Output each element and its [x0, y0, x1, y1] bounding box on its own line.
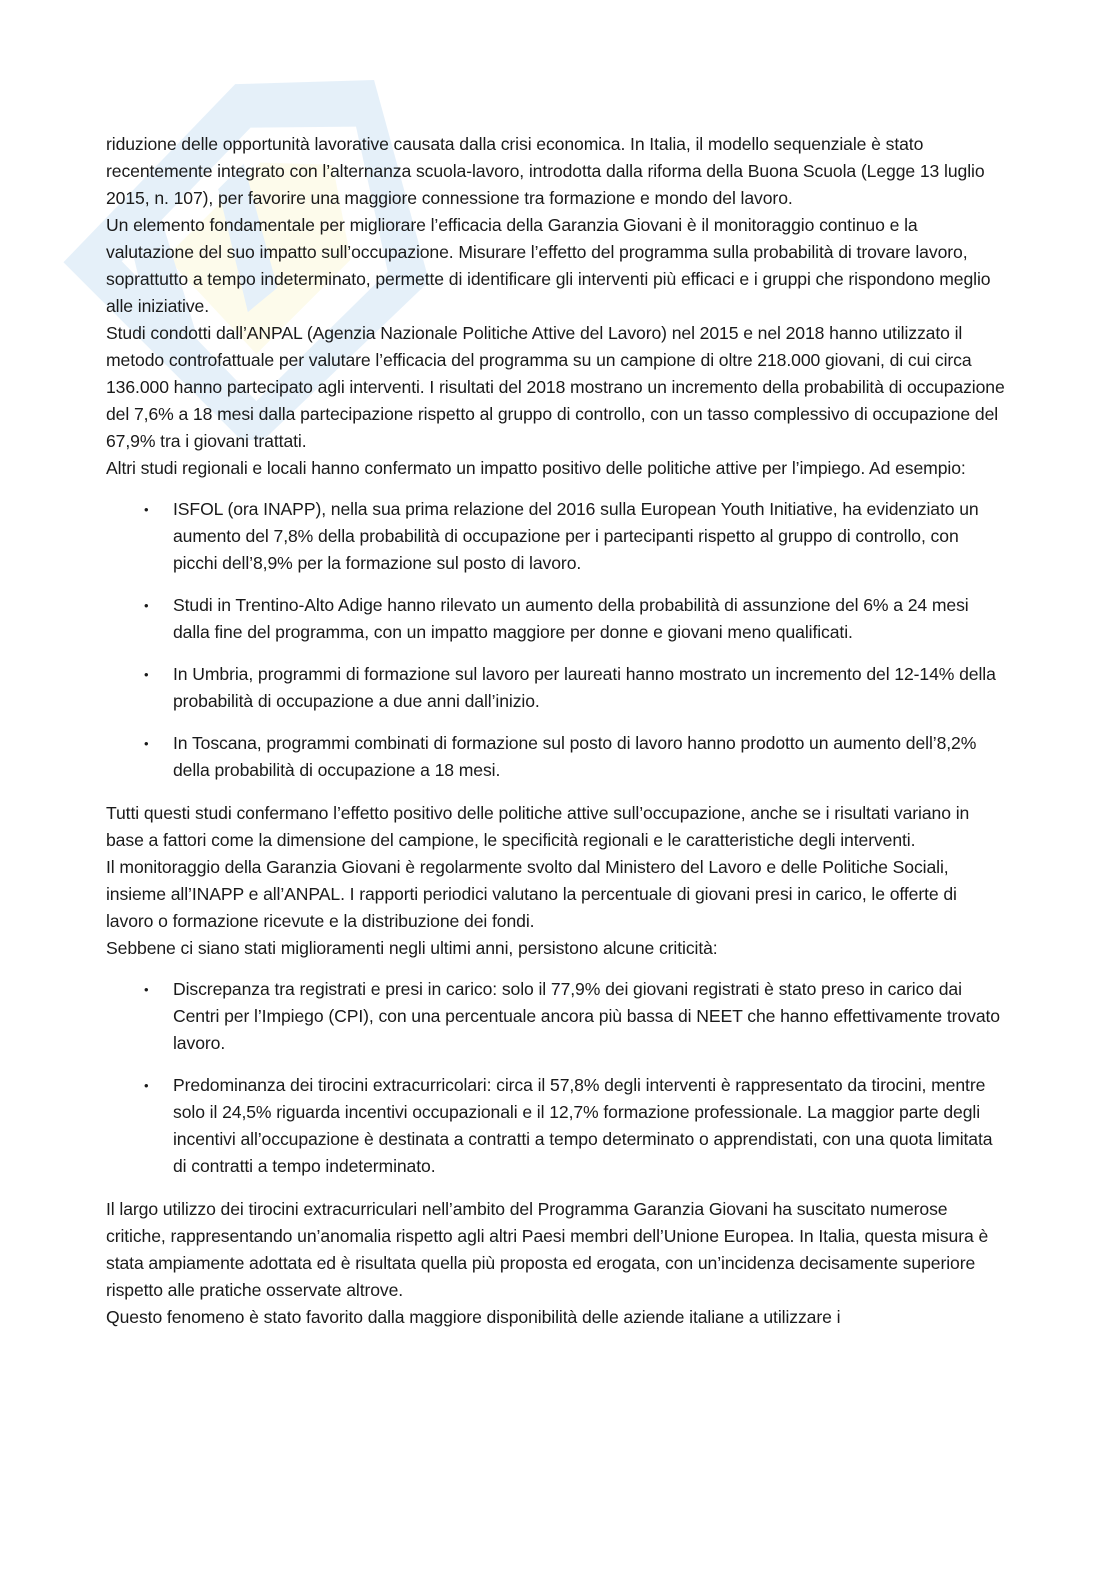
list-item [106, 592, 1006, 646]
bullet-list [106, 496, 1006, 784]
paragraph: Tutti questi studi confermano l’effetto positivo delle politiche attive sull’occupazione, anche se i risultati variano in base a fattori come la dimensione del campione, le specificità regionali e le caratteristiche degli interventi. [106, 803, 970, 850]
list-item [106, 730, 1006, 784]
list-item-text: In Toscana, programmi combinati di formazione sul posto di lavoro hanno prodotto un aumento dell’8,2% della probabilità di occupazione a 18 mesi. [173, 733, 977, 780]
list-item [106, 976, 1006, 1057]
paragraph: Questo fenomeno è stato favorito dalla maggiore disponibilità delle aziende italiane a utilizzare i [106, 1307, 841, 1327]
bullet-icon: • [144, 598, 149, 613]
list-item [106, 1072, 1006, 1180]
paragraph: Studi condotti dall’ANPAL (Agenzia Nazionale Politiche Attive del Lavoro) nel 2015 e nel 2018 hanno utilizzato il metodo controfattuale per valutare l’efficacia del programma su un campione di oltre 218.000 giovani, di cui circa 136.000 hanno partecipato agli interventi. I risultati del 2018 mostrano un incremento della probabilità di occupazione del 7,6% a 18 mesi dalla partecipazione rispetto al gruppo di controllo, con un tasso complessivo di occupazione del 67,9% tra i giovani trattati. [106, 323, 1005, 451]
paragraph: Sebbene ci siano stati miglioramenti negli ultimi anni, persistono alcune criticità: [106, 938, 718, 958]
bullet-icon: • [144, 736, 149, 751]
paragraph: Il monitoraggio della Garanzia Giovani è regolarmente svolto dal Ministero del Lavoro e delle Politiche Sociali, insieme all’INAPP e all’ANPAL. I rapporti periodici valutano la percentuale di giovani presi in carico, le offerte di lavoro o formazione ricevute e la distribuzione dei fondi. [106, 857, 957, 931]
bullet-icon: • [144, 1078, 149, 1093]
list-item [106, 496, 1006, 577]
paragraph: riduzione delle opportunità lavorative causata dalla crisi economica. In Italia, il modello sequenziale è stato recentemente integrato con l’alternanza scuola-lavoro, introdotta dalla riforma della Buona Scuola (Legge 13 luglio 2015, n. 107), per favorire una maggiore connessione tra formazione e mondo del lavoro. [106, 134, 985, 208]
bullet-icon: • [144, 502, 149, 517]
list-item [106, 661, 1006, 715]
list-item-text: ISFOL (ora INAPP), nella sua prima relazione del 2016 sulla European Youth Initiative, ha evidenziato un aumento del 7,8% della probabilità di occupazione per i partecipanti rispetto al gruppo di controllo, con picchi dell’8,9% per la formazione sul posto di lavoro. [173, 499, 979, 573]
list-item-text: Studi in Trentino-Alto Adige hanno rilevato un aumento della probabilità di assunzione del 6% a 24 mesi dalla fine del programma, con un impatto maggiore per donne e giovani meno qualificati. [173, 595, 969, 642]
bullet-icon: • [144, 667, 149, 682]
bullet-list [106, 976, 1006, 1180]
paragraph: Il largo utilizzo dei tirocini extracurriculari nell’ambito del Programma Garanzia Giovani ha suscitato numerose critiche, rappresentando un’anomalia rispetto agli altri Paesi membri dell’Unione Europea. In Italia, questa misura è stata ampiamente adottata ed è risultata quella più proposta ed erogata, con un’incidenza decisamente superiore rispetto alle pratiche osservate altrove. [106, 1199, 989, 1300]
list-item-text: In Umbria, programmi di formazione sul lavoro per laureati hanno mostrato un incremento del 12-14% della probabilità di occupazione a due anni dall’inizio. [173, 664, 996, 711]
bullet-icon: • [144, 982, 149, 997]
document-page [106, 131, 1006, 1331]
list-item-text: Predominanza dei tirocini extracurricolari: circa il 57,8% degli interventi è rappresentato da tirocini, mentre solo il 24,5% riguarda incentivi occupazionali e il 12,7% formazione professionale. La maggior parte degli incentivi all’occupazione è destinata a contratti a tempo determinato o apprendistati, con una quota limitata di contratti a tempo indeterminato. [173, 1075, 993, 1176]
paragraph: Altri studi regionali e locali hanno confermato un impatto positivo delle politiche attive per l’impiego. Ad esempio: [106, 458, 966, 478]
paragraph: Un elemento fondamentale per migliorare l’efficacia della Garanzia Giovani è il monitoraggio continuo e la valutazione del suo impatto sull’occupazione. Misurare l’effetto del programma sulla probabilità di trovare lavoro, soprattutto a tempo indeterminato, permette di identificare gli interventi più efficaci e i gruppi che rispondono meglio alle iniziative. [106, 215, 991, 316]
list-item-text: Discrepanza tra registrati e presi in carico: solo il 77,9% dei giovani registrati è stato preso in carico dai Centri per l’Impiego (CPI), con una percentuale ancora più bassa di NEET che hanno effettivamente trovato lavoro. [173, 979, 1000, 1053]
